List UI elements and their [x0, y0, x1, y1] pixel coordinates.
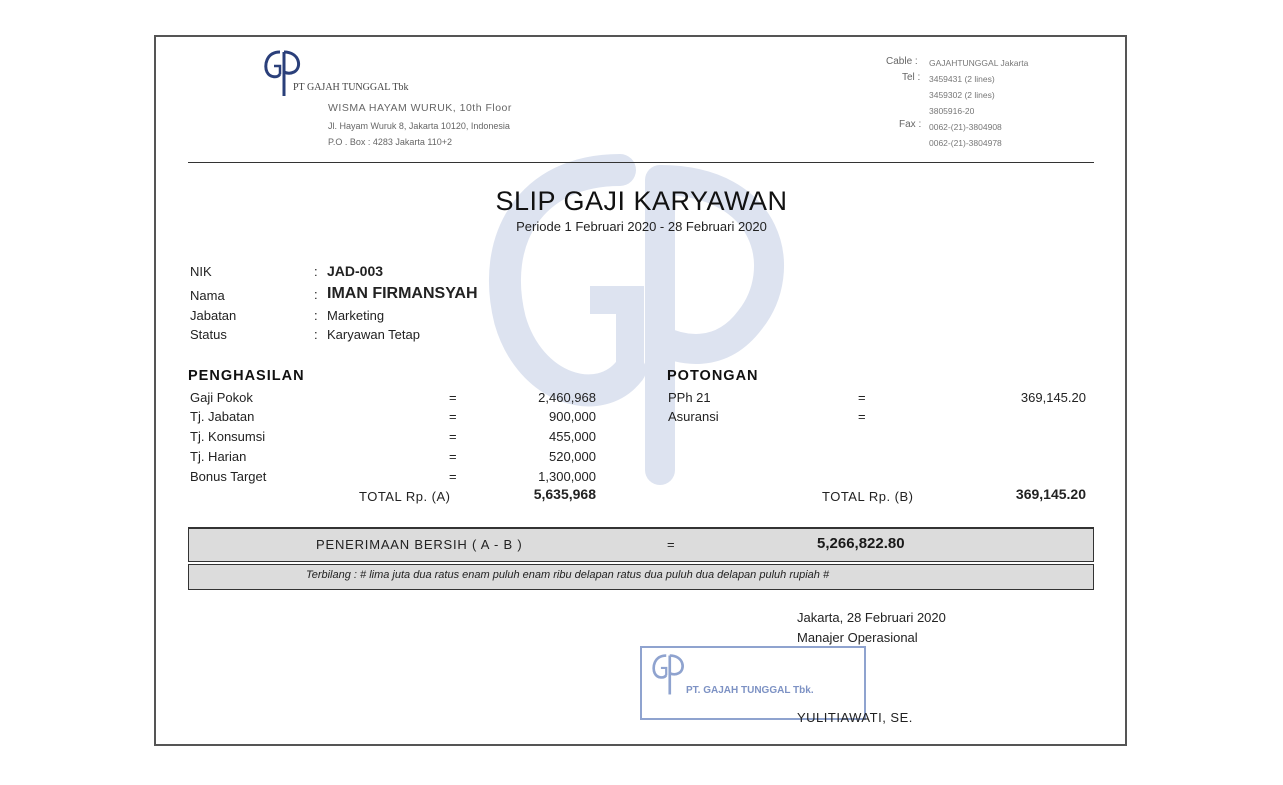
employee-colon: :: [314, 308, 318, 323]
penghasilan-heading: PENGHASILAN: [188, 368, 305, 384]
signature-position: Manajer Operasional: [797, 630, 918, 645]
equals-sign: =: [449, 429, 457, 444]
total-a-value: 5,635,968: [533, 486, 596, 502]
fax-value-2: 0062-(21)-3804978: [929, 138, 1002, 148]
equals-sign: =: [667, 537, 675, 552]
earning-label: Tj. Konsumsi: [190, 429, 266, 444]
total-b-value: 369,145.20: [1015, 486, 1086, 502]
employee-label-jabatan: Jabatan: [190, 308, 237, 323]
fax-value-1: 0062-(21)-3804908: [929, 122, 1002, 132]
employee-label-nama: Nama: [190, 288, 225, 303]
company-name: PT GAJAH TUNGGAL Tbk: [293, 82, 409, 93]
tel-value-2: 3459302 (2 lines): [929, 90, 995, 100]
earning-amount: 2,460,968: [538, 390, 596, 405]
earning-amount: 1,300,000: [538, 469, 596, 484]
tel-label: Tel :: [902, 72, 921, 83]
employee-value-nik: JAD-003: [327, 263, 384, 279]
equals-sign: =: [858, 390, 866, 405]
employee-value-nama: IMAN FIRMANSYAH: [327, 285, 478, 302]
deduction-amount: 369,145.20: [1020, 390, 1086, 405]
earning-label: Tj. Jabatan: [190, 409, 255, 424]
earning-label: Bonus Target: [190, 469, 267, 484]
earning-label: Tj. Harian: [190, 449, 247, 464]
signature-place-date: Jakarta, 28 Februari 2020: [797, 610, 946, 625]
document-period: Periode 1 Februari 2020 - 28 Februari 2020: [516, 219, 767, 234]
signatory-name: YULITIAWATI, SE.: [797, 710, 913, 725]
tel-value-1: 3459431 (2 lines): [929, 74, 995, 84]
amount-in-words: Terbilang : # lima juta dua ratus enam puluh enam ribu delapan ratus dua puluh dua delapan puluh rupiah #: [306, 569, 830, 581]
employee-value-status: Karyawan Tetap: [327, 327, 420, 342]
equals-sign: =: [449, 390, 457, 405]
header-divider: [188, 162, 1094, 163]
document-title: SLIP GAJI KARYAWAN: [495, 186, 788, 216]
earning-amount: 455,000: [549, 429, 596, 444]
stamp-logo-icon: [644, 652, 692, 698]
company-address-pobox: P.O . Box : 4283 Jakarta 110+2: [328, 137, 453, 147]
employee-colon: :: [314, 327, 318, 342]
potongan-heading: POTONGAN: [667, 368, 759, 384]
equals-sign: =: [449, 409, 457, 424]
employee-colon: :: [314, 287, 318, 302]
employee-label-status: Status: [190, 327, 227, 342]
deduction-label: PPh 21: [668, 390, 711, 405]
employee-value-jabatan: Marketing: [327, 308, 385, 323]
cable-value: GAJAHTUNGGAL Jakarta: [929, 58, 1029, 68]
earning-label: Gaji Pokok: [190, 390, 253, 405]
tel-value-3: 3805916-20: [929, 106, 975, 116]
net-income-label: PENERIMAAN BERSIH ( A - B ): [316, 537, 523, 552]
equals-sign: =: [449, 469, 457, 484]
net-income-value: 5,266,822.80: [817, 535, 905, 552]
deduction-label: Asuransi: [668, 409, 719, 424]
employee-colon: :: [314, 264, 318, 279]
company-address-street: Jl. Hayam Wuruk 8, Jakarta 10120, Indonesia: [328, 121, 510, 131]
equals-sign: =: [449, 449, 457, 464]
employee-label-nik: NIK: [190, 264, 212, 279]
earning-amount: 520,000: [549, 449, 596, 464]
fax-label: Fax :: [899, 119, 922, 130]
cable-label: Cable :: [886, 56, 918, 67]
total-b-label: TOTAL Rp. (B): [822, 489, 914, 504]
total-a-label: TOTAL Rp. (A): [359, 489, 451, 504]
stamp-text: PT. GAJAH TUNGGAL Tbk.: [686, 685, 814, 696]
earning-amount: 900,000: [549, 409, 596, 424]
company-address-building: WISMA HAYAM WURUK, 10th Floor: [328, 102, 512, 114]
equals-sign: =: [858, 409, 866, 424]
